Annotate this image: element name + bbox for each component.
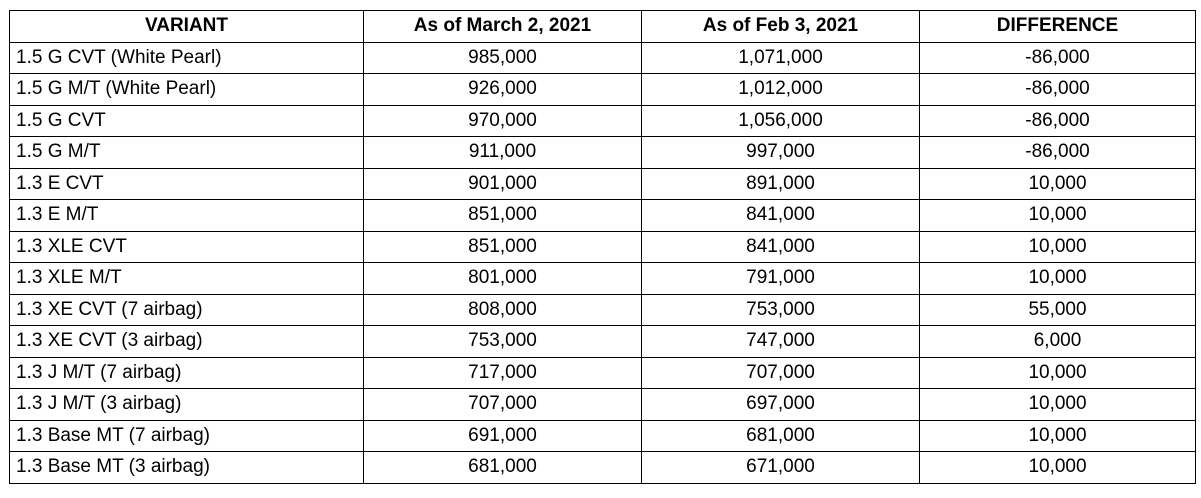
price-comparison-sheet bbox=[9, 10, 1196, 484]
table-row bbox=[10, 452, 1196, 484]
cell-feb-price: 841,000 bbox=[642, 200, 920, 232]
cell-variant: 1.5 G M/T bbox=[10, 137, 364, 169]
table-body bbox=[10, 42, 1196, 483]
cell-march-price: 707,000 bbox=[364, 389, 642, 421]
cell-variant: 1.3 Base MT (7 airbag) bbox=[10, 420, 364, 452]
cell-feb-price: 681,000 bbox=[642, 420, 920, 452]
cell-feb-price: 841,000 bbox=[642, 231, 920, 263]
cell-feb-price: 891,000 bbox=[642, 168, 920, 200]
cell-march-price: 801,000 bbox=[364, 263, 642, 295]
table-row bbox=[10, 105, 1196, 137]
header-row bbox=[10, 11, 1196, 43]
cell-feb-price: 1,056,000 bbox=[642, 105, 920, 137]
header-variant: VARIANT bbox=[10, 11, 364, 43]
header-difference: DIFFERENCE bbox=[920, 11, 1196, 43]
cell-march-price: 851,000 bbox=[364, 200, 642, 232]
cell-variant: 1.3 Base MT (3 airbag) bbox=[10, 452, 364, 484]
cell-difference: -86,000 bbox=[920, 42, 1196, 74]
cell-variant: 1.5 G CVT bbox=[10, 105, 364, 137]
cell-feb-price: 707,000 bbox=[642, 357, 920, 389]
cell-variant: 1.3 XE CVT (7 airbag) bbox=[10, 294, 364, 326]
table-row bbox=[10, 357, 1196, 389]
cell-march-price: 970,000 bbox=[364, 105, 642, 137]
table-row bbox=[10, 74, 1196, 106]
cell-variant: 1.3 XE CVT (3 airbag) bbox=[10, 326, 364, 358]
header-feb-3-2021: As of Feb 3, 2021 bbox=[642, 11, 920, 43]
cell-difference: 10,000 bbox=[920, 420, 1196, 452]
cell-feb-price: 697,000 bbox=[642, 389, 920, 421]
cell-difference: 6,000 bbox=[920, 326, 1196, 358]
cell-difference: -86,000 bbox=[920, 137, 1196, 169]
cell-variant: 1.5 G M/T (White Pearl) bbox=[10, 74, 364, 106]
cell-feb-price: 791,000 bbox=[642, 263, 920, 295]
cell-variant: 1.5 G CVT (White Pearl) bbox=[10, 42, 364, 74]
cell-march-price: 926,000 bbox=[364, 74, 642, 106]
header-march-2-2021: As of March 2, 2021 bbox=[364, 11, 642, 43]
cell-march-price: 753,000 bbox=[364, 326, 642, 358]
cell-difference: 10,000 bbox=[920, 357, 1196, 389]
cell-feb-price: 753,000 bbox=[642, 294, 920, 326]
cell-feb-price: 1,012,000 bbox=[642, 74, 920, 106]
cell-variant: 1.3 E CVT bbox=[10, 168, 364, 200]
table-row bbox=[10, 389, 1196, 421]
cell-difference: -86,000 bbox=[920, 105, 1196, 137]
cell-feb-price: 747,000 bbox=[642, 326, 920, 358]
cell-march-price: 808,000 bbox=[364, 294, 642, 326]
table-row bbox=[10, 294, 1196, 326]
cell-variant: 1.3 E M/T bbox=[10, 200, 364, 232]
table-row bbox=[10, 42, 1196, 74]
cell-difference: 10,000 bbox=[920, 263, 1196, 295]
cell-difference: 10,000 bbox=[920, 200, 1196, 232]
cell-variant: 1.3 J M/T (7 airbag) bbox=[10, 357, 364, 389]
table-row bbox=[10, 200, 1196, 232]
cell-variant: 1.3 XLE CVT bbox=[10, 231, 364, 263]
table-row bbox=[10, 420, 1196, 452]
table-row bbox=[10, 263, 1196, 295]
cell-difference: 10,000 bbox=[920, 231, 1196, 263]
table-header bbox=[10, 11, 1196, 43]
cell-difference: 10,000 bbox=[920, 452, 1196, 484]
table-row bbox=[10, 137, 1196, 169]
cell-march-price: 985,000 bbox=[364, 42, 642, 74]
cell-march-price: 851,000 bbox=[364, 231, 642, 263]
cell-march-price: 681,000 bbox=[364, 452, 642, 484]
cell-feb-price: 1,071,000 bbox=[642, 42, 920, 74]
cell-difference: 10,000 bbox=[920, 168, 1196, 200]
cell-march-price: 911,000 bbox=[364, 137, 642, 169]
cell-difference: -86,000 bbox=[920, 74, 1196, 106]
table-row bbox=[10, 326, 1196, 358]
price-comparison-table bbox=[9, 10, 1196, 484]
table-row bbox=[10, 168, 1196, 200]
cell-march-price: 717,000 bbox=[364, 357, 642, 389]
cell-feb-price: 671,000 bbox=[642, 452, 920, 484]
cell-feb-price: 997,000 bbox=[642, 137, 920, 169]
table-row bbox=[10, 231, 1196, 263]
cell-difference: 10,000 bbox=[920, 389, 1196, 421]
cell-difference: 55,000 bbox=[920, 294, 1196, 326]
cell-march-price: 901,000 bbox=[364, 168, 642, 200]
cell-march-price: 691,000 bbox=[364, 420, 642, 452]
cell-variant: 1.3 J M/T (3 airbag) bbox=[10, 389, 364, 421]
cell-variant: 1.3 XLE M/T bbox=[10, 263, 364, 295]
